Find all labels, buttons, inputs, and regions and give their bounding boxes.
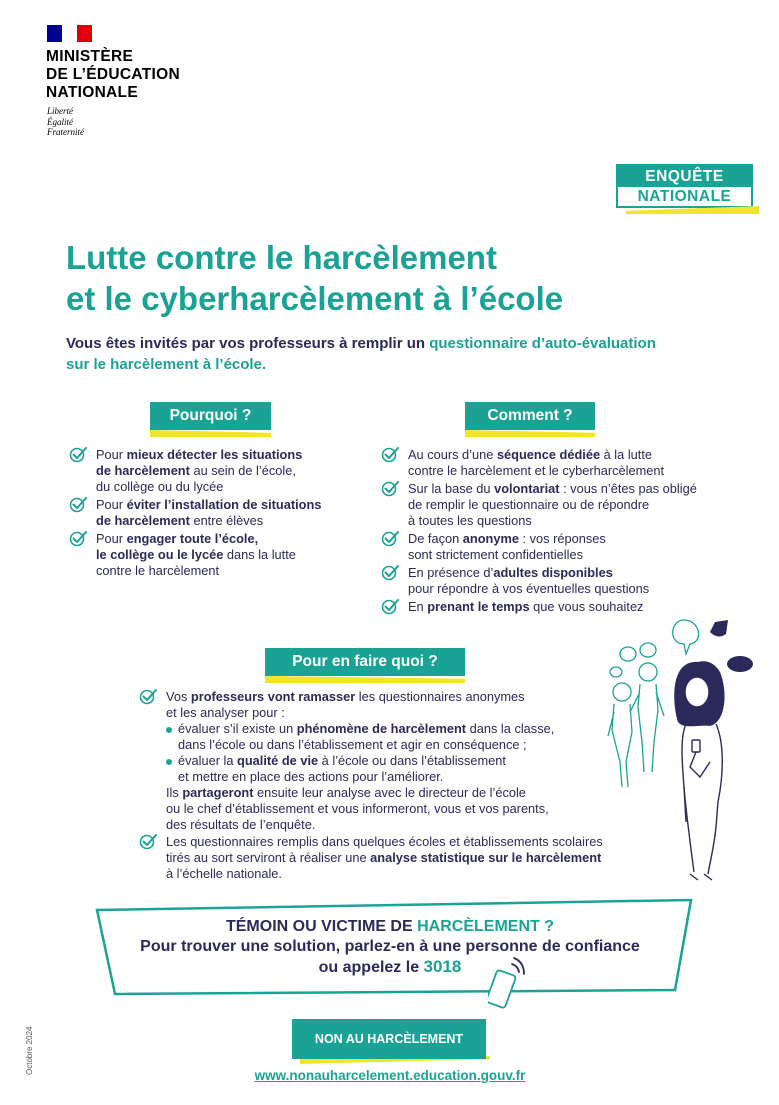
check-icon — [69, 529, 89, 547]
website-link[interactable]: www.nonauharcelement.education.gouv.fr — [254, 1068, 526, 1083]
ministry-line-3: NATIONALE — [46, 84, 138, 101]
pourquoi-list — [69, 447, 369, 587]
title-line-2: et le cyberharcèlement à l’école — [66, 280, 564, 317]
motto-liberte: Liberté — [47, 106, 73, 116]
comment-item: En prenant le temps que vous souhaitez — [381, 599, 643, 615]
check-icon — [69, 445, 89, 463]
pourquoi-underline — [150, 430, 271, 437]
faire-item: Les questionnaires remplis dans quelques écoles et établissements scolaires tirés au sort serviront à réaliser une analyse statistique sur le harcèlement à l’échelle nationale. — [139, 834, 603, 882]
students-illustration — [600, 612, 770, 897]
motto-fraternite: Fraternité — [47, 127, 84, 137]
temoin-line-1: TÉMOIN OU VICTIME DE HARCÈLEMENT ? — [225, 918, 554, 935]
ministry-line-2: DE L’ÉDUCATION — [46, 66, 180, 83]
comment-label: Comment ? — [465, 402, 595, 430]
comment-underline — [465, 430, 595, 437]
pourquoi-item: Pour éviter l’installation de situations de harcèlement entre élèves — [69, 497, 321, 529]
enquete-nationale-badge — [616, 164, 753, 208]
intro-text — [66, 333, 756, 375]
check-icon — [381, 479, 401, 497]
non-au-harcelement-button[interactable]: NON AU HARCÈLEMENT — [292, 1019, 486, 1059]
temoin-box — [110, 917, 670, 978]
comment-item: De façon anonyme : vos réponses sont strictement confidentielles — [381, 531, 606, 563]
check-icon — [139, 687, 159, 705]
comment-list — [381, 447, 761, 622]
comment-item: Au cours d’une séquence dédiée à la lutte contre le harcèlement et le cyberharcèlement — [381, 447, 664, 479]
bullet-icon — [166, 759, 172, 765]
intro-part-1: Vous êtes invités par vos professeurs à remplir un — [66, 335, 430, 352]
temoin-line-2: Pour trouver une solution, parlez-en à une personne de confiance — [140, 938, 640, 955]
faire-label: Pour en faire quoi ? — [265, 648, 465, 676]
faire-item: Vos professeurs vont ramasser les questionnaires anonymes et les analyser pour : évaluer s’il existe un phénomène de harcèlement dans la classe, dans l’école ou dans l’établissement et agir en conséquence ; évaluer la qualité de vie à l’école ou dans l’établissement et mettre en place des actions pour l’améliorer. Ils partageront ensuite leur analyse avec le directeur de l’école ou le chef d’établissement et vous informeront, vous et vos parents, des résultats de l’enquête. — [139, 689, 554, 833]
check-icon — [381, 529, 401, 547]
ministry-line-1: MINISTÈRE — [46, 48, 134, 65]
intro-line-2: sur le harcèlement à l’école. — [66, 356, 267, 373]
badge-line-1: ENQUÊTE — [618, 166, 751, 187]
intro-highlight: questionnaire d’auto-évaluation — [429, 335, 656, 352]
check-icon — [381, 563, 401, 581]
pourquoi-label: Pourquoi ? — [150, 402, 271, 430]
comment-tag — [465, 402, 595, 437]
pourquoi-item: Pour mieux détecter les situations de harcèlement au sein de l’école, du collège ou du lycée — [69, 447, 302, 495]
publication-date: Octobre 2024 — [25, 1026, 34, 1075]
republique-flag-logo — [47, 25, 92, 42]
page-title — [66, 237, 563, 319]
check-icon — [381, 597, 401, 615]
check-icon — [381, 445, 401, 463]
ministry-name — [46, 48, 180, 102]
faire-list — [139, 689, 659, 884]
ministry-motto — [47, 106, 84, 138]
title-line-1: Lutte contre le harcèlement — [66, 239, 497, 276]
motto-egalite: Égalité — [47, 116, 73, 127]
pourquoi-tag — [150, 402, 271, 437]
temoin-line-3: ou appelez le 3018 — [318, 957, 462, 976]
badge-line-2: NATIONALE — [637, 188, 732, 205]
comment-item: Sur la base du volontariat : vous n’êtes pas obligé de remplir le questionnaire ou de répondre à toutes les questions — [381, 481, 697, 529]
check-icon — [139, 832, 159, 850]
bullet-icon — [166, 727, 172, 733]
check-icon — [69, 495, 89, 513]
pourquoi-item: Pour engager toute l’école, le collège ou le lycée dans la lutte contre le harcèlement — [69, 531, 296, 579]
faire-underline — [265, 676, 465, 683]
comment-item: En présence d’adultes disponibles pour répondre à vos éventuelles questions — [381, 565, 649, 597]
phone-icon — [488, 956, 528, 1014]
speech-bubbles-dark — [710, 620, 753, 672]
faire-tag — [265, 648, 465, 683]
